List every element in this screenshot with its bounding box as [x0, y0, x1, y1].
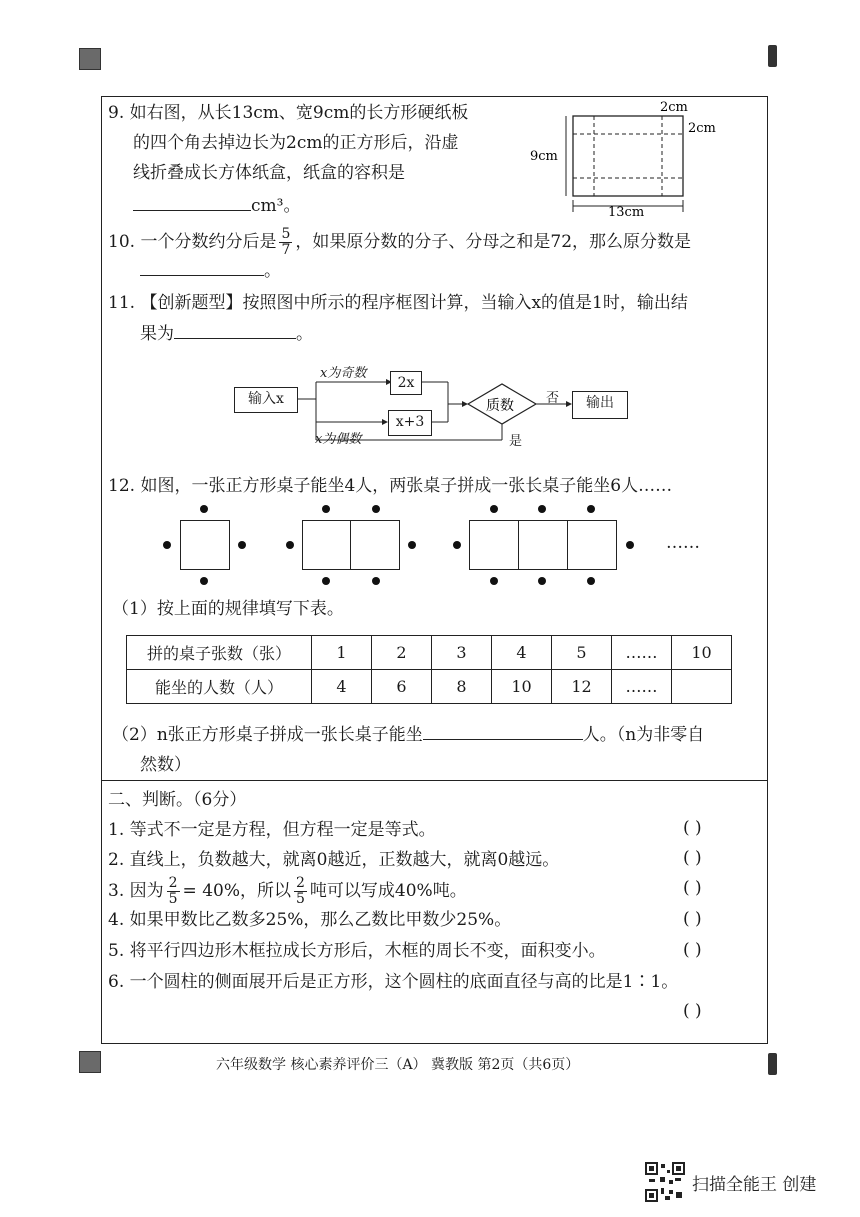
unit-label: cm³。 — [251, 196, 301, 216]
operation-box-2x: 2x — [390, 371, 422, 395]
table-cell: 4 — [492, 636, 552, 670]
table-triple-a — [469, 520, 519, 570]
seat-dot — [490, 505, 498, 513]
table-cell: 1 — [312, 636, 372, 670]
table-double-b — [350, 520, 400, 570]
answer-blank[interactable] — [423, 721, 583, 740]
no-label: 否 — [546, 391, 560, 406]
q9-line1: 9. 如右图，从长13cm、宽9cm的长方形硬纸板 — [108, 103, 469, 123]
fraction-denominator: 5 — [295, 891, 305, 907]
yes-label: 是 — [509, 434, 523, 449]
even-label: x为偶数 — [315, 432, 362, 447]
answer-paren-3[interactable]: ( ) — [683, 878, 702, 898]
fig-left-label: 9cm — [530, 149, 558, 164]
answer-blank[interactable] — [140, 257, 264, 276]
cardboard-figure — [528, 98, 728, 218]
answer-paren-6[interactable]: ( ) — [683, 1001, 702, 1021]
seat-dot — [453, 541, 461, 549]
answer-paren-4[interactable]: ( ) — [683, 909, 702, 929]
fraction-numerator: 5 — [281, 226, 291, 242]
registration-mark — [768, 1053, 777, 1075]
seat-dot — [200, 577, 208, 585]
table-cell: …… — [612, 636, 672, 670]
table-cell: 8 — [432, 670, 492, 704]
seat-dot — [322, 577, 330, 585]
answer-blank[interactable] — [133, 192, 251, 211]
q12-line1: 12. 如图，一张正方形桌子能坐4人，两张桌子拼成一张长桌子能坐6人…… — [108, 476, 673, 496]
q12-sub2-text: 人。（n为非零自 — [582, 725, 705, 745]
judge-item-1: 1. 等式不一定是方程，但方程一定是等式。 — [108, 820, 436, 840]
registration-mark — [768, 45, 777, 67]
item3-text: 吨可以写成40%吨。 — [309, 881, 467, 901]
table-cell: 10 — [492, 670, 552, 704]
input-box: 输入x — [234, 387, 298, 413]
q12-sub2-cont: 然数） — [140, 755, 191, 775]
table-cell: 2 — [372, 636, 432, 670]
seat-dot — [538, 577, 546, 585]
odd-label: x为奇数 — [320, 366, 367, 381]
registration-mark — [79, 1051, 101, 1073]
table-triple-b — [518, 520, 568, 570]
judge-item-6: 6. 一个圆柱的侧面展开后是正方形，这个圆柱的底面直径与高的比是1∶1。 — [108, 972, 679, 992]
table-cell: 10 — [672, 636, 732, 670]
answer-blank[interactable] — [174, 320, 296, 339]
seat-dot — [200, 505, 208, 513]
q12-sub1: （1）按上面的规律填写下表。 — [112, 599, 344, 619]
seat-dot — [163, 541, 171, 549]
table-double-a — [302, 520, 352, 570]
output-box: 输出 — [572, 391, 628, 419]
seat-dot — [286, 541, 294, 549]
item3-text: = 40%，所以 — [182, 881, 291, 901]
ellipsis: …… — [666, 533, 700, 553]
table-cell: 12 — [552, 670, 612, 704]
seat-dot — [587, 577, 595, 585]
table-cell: 6 — [372, 670, 432, 704]
seat-dot — [626, 541, 634, 549]
judge-item-2: 2. 直线上，负数越大，就离0越近，正数越大，就离0越远。 — [108, 850, 560, 870]
answer-paren-1[interactable]: ( ) — [683, 818, 702, 838]
qr-code-icon — [645, 1162, 685, 1202]
pattern-table — [126, 635, 732, 704]
table-cell: 3 — [432, 636, 492, 670]
table-row — [127, 670, 732, 704]
seat-dot — [322, 505, 330, 513]
row-header: 能坐的人数（人） — [127, 670, 312, 704]
fraction-numerator: 2 — [295, 875, 305, 891]
answer-cell[interactable] — [672, 670, 732, 704]
watermark-text: 扫描全能王 创建 — [692, 1175, 817, 1195]
period: 。 — [296, 324, 313, 344]
fig-bottom-label: 13cm — [608, 205, 645, 218]
table-row — [127, 636, 732, 670]
section-divider — [101, 780, 767, 781]
condition-label: 质数 — [486, 398, 514, 414]
q10-line1 — [108, 227, 691, 258]
operation-box-x-plus-3: x+3 — [388, 410, 432, 436]
q11-line1: 11. 【创新题型】按照图中所示的程序框图计算，当输入x的值是1时，输出结 — [108, 293, 688, 313]
period: 。 — [264, 261, 281, 281]
judge-item-5: 5. 将平行四边形木框拉成长方形后，木框的周长不变，面积变小。 — [108, 941, 606, 961]
fraction — [294, 876, 307, 907]
table-triple-c — [567, 520, 617, 570]
registration-mark — [79, 48, 101, 70]
seat-dot — [372, 505, 380, 513]
q12-sub2-text: （2）n张正方形桌子拼成一张长桌子能坐 — [112, 725, 423, 745]
q9-line3: 线折叠成长方体纸盒，纸盒的容积是 — [133, 163, 405, 183]
answer-paren-5[interactable]: ( ) — [683, 940, 702, 960]
seat-dot — [587, 505, 595, 513]
q10-answer-line — [140, 257, 281, 284]
page-footer: 六年级数学 核心素养评价三（A） 冀教版 第2页（共6页） — [216, 1057, 580, 1073]
section-title: 二、判断。（6分） — [108, 790, 247, 810]
table-single — [180, 520, 230, 570]
fraction — [167, 876, 180, 907]
seat-dot — [372, 577, 380, 585]
fig-right-label: 2cm — [688, 121, 716, 136]
fraction-denominator: 7 — [281, 242, 291, 258]
judge-item-4: 4. 如果甲数比乙数多25%，那么乙数比甲数少25%。 — [108, 910, 512, 930]
answer-paren-2[interactable]: ( ) — [683, 848, 702, 868]
seat-dot — [490, 577, 498, 585]
q10-text: 10. 一个分数约分后是 — [108, 232, 277, 252]
table-cell: …… — [612, 670, 672, 704]
q9-answer-line — [133, 192, 300, 219]
seat-dot — [538, 505, 546, 513]
q10-text: ，如果原分数的分子、分母之和是72，那么原分数是 — [295, 232, 692, 252]
q11-answer-line — [140, 320, 313, 347]
fraction-numerator: 2 — [168, 875, 178, 891]
fraction — [279, 227, 292, 258]
q12-sub2 — [112, 721, 704, 748]
judge-item-3 — [108, 876, 467, 907]
q11-text: 果为 — [140, 324, 174, 344]
item3-text: 3. 因为 — [108, 881, 164, 901]
seat-dot — [408, 541, 416, 549]
table-cell: 5 — [552, 636, 612, 670]
seat-dot — [238, 541, 246, 549]
fig-top-label: 2cm — [660, 100, 688, 115]
table-cell: 4 — [312, 670, 372, 704]
row-header: 拼的桌子张数（张） — [127, 636, 312, 670]
fraction-denominator: 5 — [168, 891, 178, 907]
q9-line2: 的四个角去掉边长为2cm的正方形后，沿虚 — [133, 133, 459, 153]
